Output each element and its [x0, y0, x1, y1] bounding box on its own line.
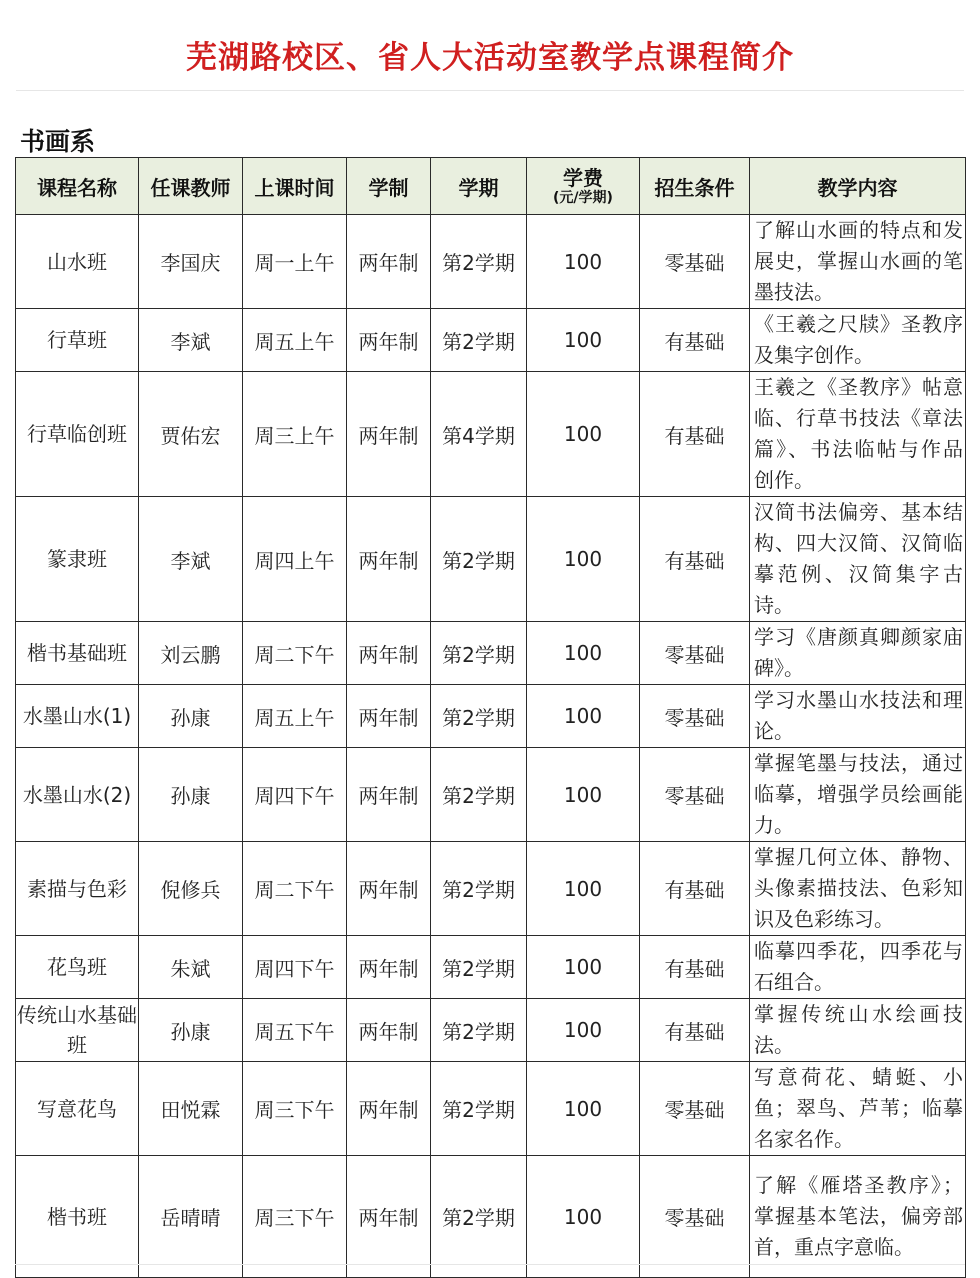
cell-name: 行草班 — [16, 309, 139, 372]
cell-time: 周二下午 — [243, 622, 347, 685]
cell-content: 临摹四季花，四季花与石组合。 — [750, 936, 966, 999]
page-title: 芜湖路校区、省人大活动室教学点课程简介 — [186, 39, 794, 76]
cell-fee: 100 — [527, 1156, 640, 1278]
cell-term: 第2学期 — [431, 1062, 527, 1156]
cell-fee: 100 — [527, 497, 640, 622]
cell-teacher: 岳晴晴 — [139, 1156, 243, 1278]
table-row — [16, 622, 966, 685]
cell-name: 楷书基础班 — [16, 622, 139, 685]
cell-term: 第2学期 — [431, 1156, 527, 1278]
header-requirement: 招生条件 — [640, 158, 750, 215]
cell-name: 素描与色彩 — [16, 842, 139, 936]
cell-teacher: 孙康 — [139, 685, 243, 748]
cell-teacher: 田悦霖 — [139, 1062, 243, 1156]
cell-teacher: 孙康 — [139, 999, 243, 1062]
cell-system: 两年制 — [347, 842, 431, 936]
cell-fee: 100 — [527, 748, 640, 842]
cell-fee: 100 — [527, 622, 640, 685]
cell-system: 两年制 — [347, 497, 431, 622]
header-term: 学期 — [431, 158, 527, 215]
cell-term: 第2学期 — [431, 215, 527, 309]
cell-content: 掌握几何立体、静物、头像素描技法、色彩知识及色彩练习。 — [750, 842, 966, 936]
cell-fee: 100 — [527, 215, 640, 309]
cell-system: 两年制 — [347, 1062, 431, 1156]
cell-time: 周二下午 — [243, 842, 347, 936]
cell-name: 写意花鸟 — [16, 1062, 139, 1156]
cell-content: 学习水墨山水技法和理论。 — [750, 685, 966, 748]
cell-term: 第2学期 — [431, 842, 527, 936]
cell-teacher: 李斌 — [139, 309, 243, 372]
cell-requirement: 零基础 — [640, 748, 750, 842]
cell-requirement: 有基础 — [640, 842, 750, 936]
cell-term: 第2学期 — [431, 622, 527, 685]
cell-system: 两年制 — [347, 999, 431, 1062]
cell-fee: 100 — [527, 372, 640, 497]
cell-requirement: 零基础 — [640, 622, 750, 685]
cell-system: 两年制 — [347, 215, 431, 309]
cell-name: 篆隶班 — [16, 497, 139, 622]
title-bar — [16, 18, 964, 91]
header-time: 上课时间 — [243, 158, 347, 215]
cell-system: 两年制 — [347, 622, 431, 685]
table-row — [16, 936, 966, 999]
cell-term: 第4学期 — [431, 372, 527, 497]
cell-content: 王羲之《圣教序》帖意临、行草书技法《章法篇》、书法临帖与作品创作。 — [750, 372, 966, 497]
cell-content: 《王羲之尺牍》圣教序及集字创作。 — [750, 309, 966, 372]
cell-time: 周三下午 — [243, 1062, 347, 1156]
cell-term: 第2学期 — [431, 936, 527, 999]
cell-term: 第2学期 — [431, 497, 527, 622]
cell-requirement: 零基础 — [640, 1062, 750, 1156]
cell-time: 周一上午 — [243, 215, 347, 309]
cell-teacher: 刘云鹏 — [139, 622, 243, 685]
header-fee-label: 学费 — [563, 166, 603, 190]
cell-requirement: 有基础 — [640, 999, 750, 1062]
table-row — [16, 1062, 966, 1156]
cell-fee: 100 — [527, 936, 640, 999]
cell-content: 掌握传统山水绘画技法。 — [750, 999, 966, 1062]
table-row — [16, 1156, 966, 1278]
cell-fee: 100 — [527, 1062, 640, 1156]
header-content: 教学内容 — [750, 158, 966, 215]
cell-fee: 100 — [527, 999, 640, 1062]
cell-system: 两年制 — [347, 936, 431, 999]
table-row — [16, 309, 966, 372]
section-title: 书画系 — [20, 127, 96, 156]
header-teacher: 任课教师 — [139, 158, 243, 215]
cell-fee: 100 — [527, 685, 640, 748]
cell-requirement: 零基础 — [640, 1156, 750, 1278]
cell-time: 周四上午 — [243, 497, 347, 622]
table-row — [16, 372, 966, 497]
table-row — [16, 999, 966, 1062]
header-name: 课程名称 — [16, 158, 139, 215]
cell-teacher: 李斌 — [139, 497, 243, 622]
header-fee — [527, 158, 640, 215]
cell-system: 两年制 — [347, 372, 431, 497]
cell-name: 山水班 — [16, 215, 139, 309]
table-header-row — [16, 158, 966, 215]
cell-system: 两年制 — [347, 685, 431, 748]
header-fee-unit: (元/学期) — [553, 190, 613, 206]
cell-time: 周三上午 — [243, 372, 347, 497]
cell-teacher: 贾佑宏 — [139, 372, 243, 497]
cell-content: 写意荷花、蜻蜓、小鱼；翠鸟、芦苇；临摹名家名作。 — [750, 1062, 966, 1156]
cell-system: 两年制 — [347, 748, 431, 842]
cell-name: 传统山水基础班 — [16, 999, 139, 1062]
cell-time: 周五下午 — [243, 999, 347, 1062]
table-row — [16, 685, 966, 748]
cell-teacher: 孙康 — [139, 748, 243, 842]
cell-teacher: 倪修兵 — [139, 842, 243, 936]
cell-content: 了解山水画的特点和发展史，掌握山水画的笔墨技法。 — [750, 215, 966, 309]
cell-term: 第2学期 — [431, 685, 527, 748]
cell-content: 了解《雁塔圣教序》；掌握基本笔法，偏旁部首，重点字意临。 — [750, 1156, 966, 1278]
cell-time: 周三下午 — [243, 1156, 347, 1278]
cell-content: 汉简书法偏旁、基本结构、四大汉简、汉简临摹范例、汉简集字古诗。 — [750, 497, 966, 622]
cell-requirement: 有基础 — [640, 309, 750, 372]
course-table — [15, 157, 966, 1278]
cell-content: 学习《唐颜真卿颜家庙碑》。 — [750, 622, 966, 685]
cell-requirement: 有基础 — [640, 497, 750, 622]
cell-requirement: 有基础 — [640, 936, 750, 999]
cell-teacher: 朱斌 — [139, 936, 243, 999]
cell-teacher: 李国庆 — [139, 215, 243, 309]
table-row — [16, 215, 966, 309]
cell-term: 第2学期 — [431, 748, 527, 842]
cell-time: 周五上午 — [243, 685, 347, 748]
header-system: 学制 — [347, 158, 431, 215]
cell-system: 两年制 — [347, 1156, 431, 1278]
footer-divider — [15, 1264, 965, 1265]
cell-requirement: 有基础 — [640, 372, 750, 497]
cell-requirement: 零基础 — [640, 685, 750, 748]
cell-name: 花鸟班 — [16, 936, 139, 999]
cell-time: 周四下午 — [243, 748, 347, 842]
table-row — [16, 748, 966, 842]
cell-requirement: 零基础 — [640, 215, 750, 309]
cell-name: 行草临创班 — [16, 372, 139, 497]
cell-name: 水墨山水(2) — [16, 748, 139, 842]
cell-system: 两年制 — [347, 309, 431, 372]
cell-term: 第2学期 — [431, 309, 527, 372]
cell-time: 周四下午 — [243, 936, 347, 999]
table-row — [16, 497, 966, 622]
table-row — [16, 842, 966, 936]
cell-fee: 100 — [527, 842, 640, 936]
cell-name: 楷书班 — [16, 1156, 139, 1278]
cell-time: 周五上午 — [243, 309, 347, 372]
cell-term: 第2学期 — [431, 999, 527, 1062]
cell-fee: 100 — [527, 309, 640, 372]
cell-content: 掌握笔墨与技法，通过临摹，增强学员绘画能力。 — [750, 748, 966, 842]
cell-name: 水墨山水(1) — [16, 685, 139, 748]
